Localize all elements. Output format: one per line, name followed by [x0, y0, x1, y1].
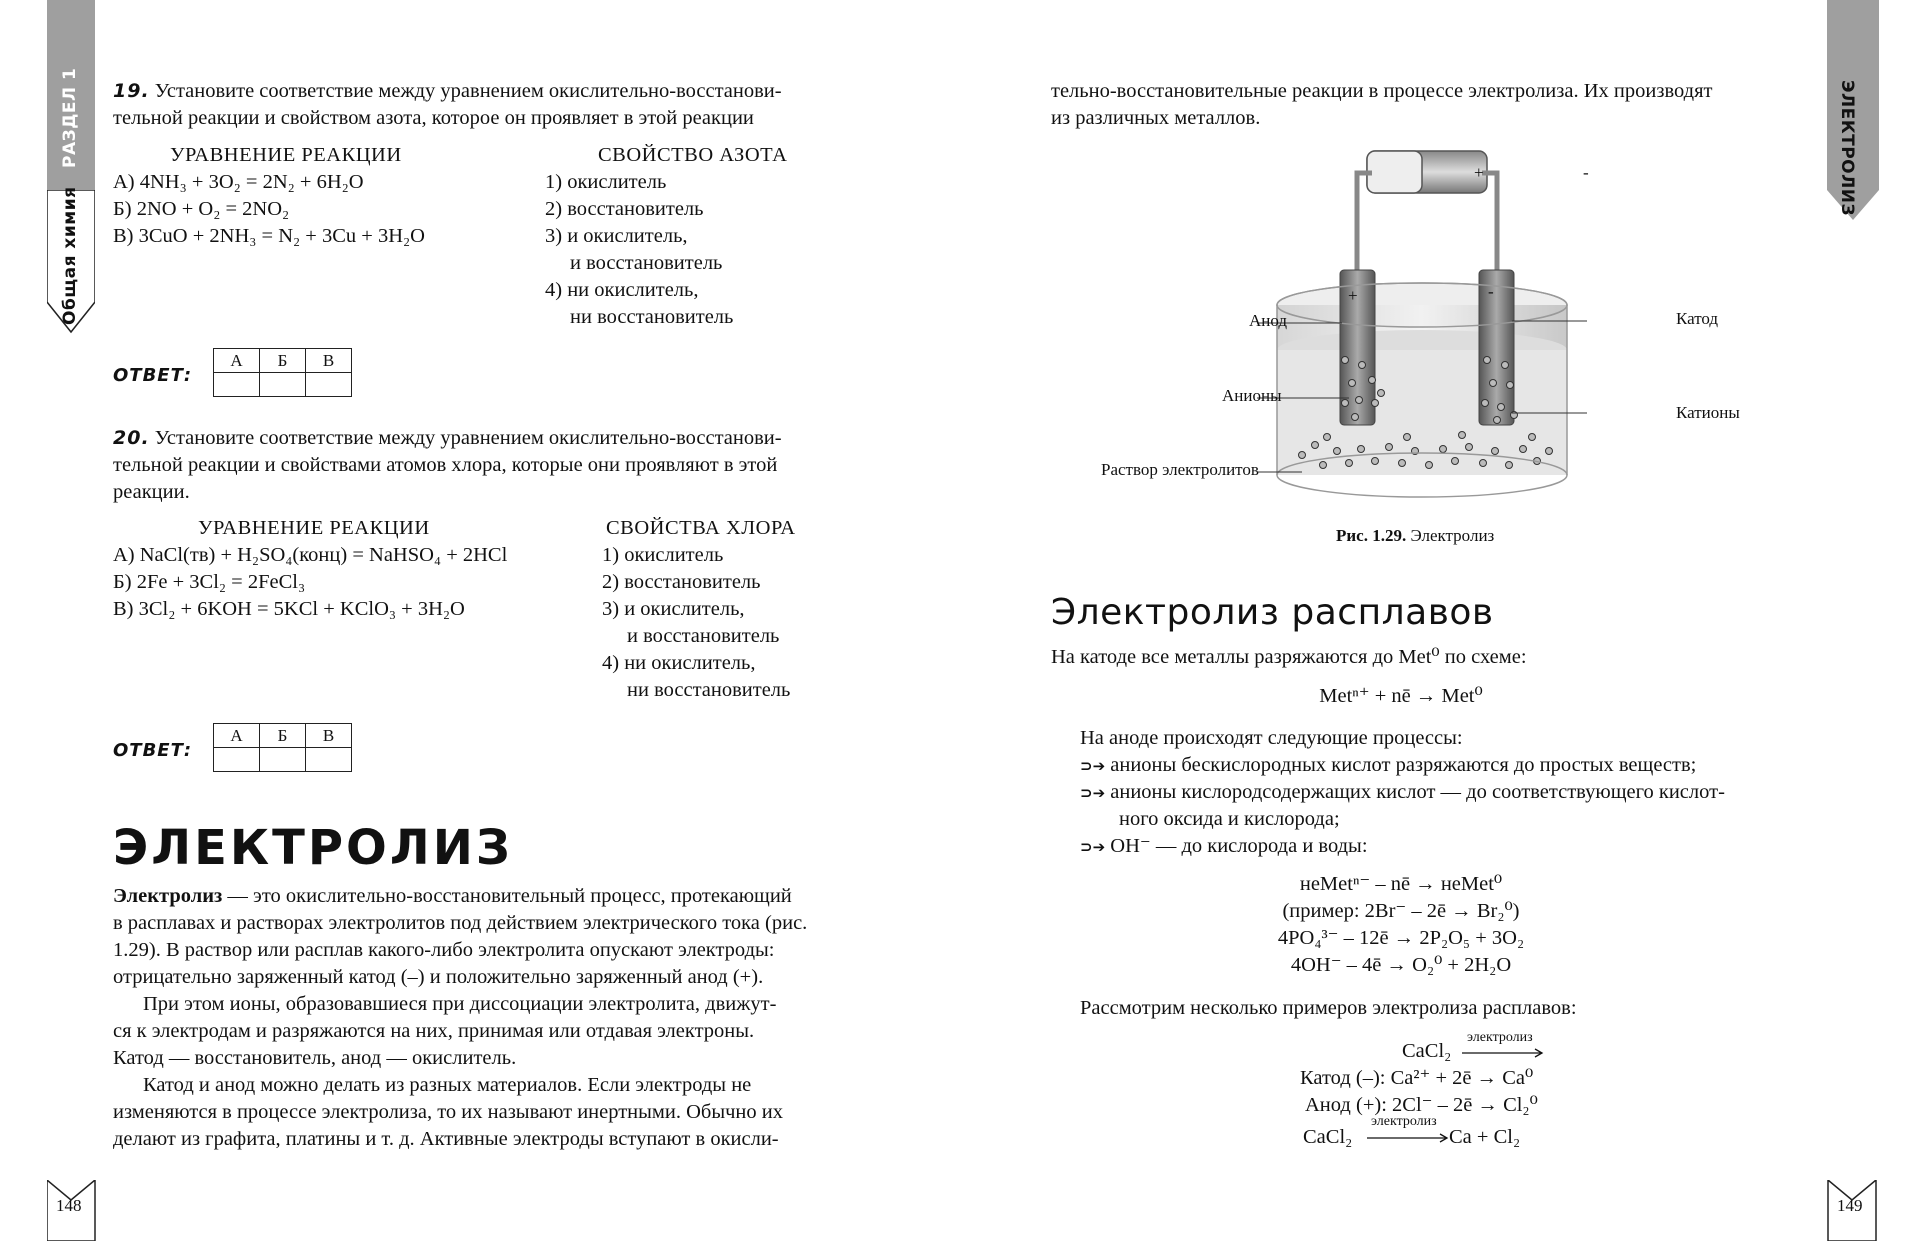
bullet-arrow-icon: ⊃➔ — [1080, 784, 1106, 802]
q20-option-3a: 3) и окислитель, — [602, 598, 745, 620]
q19-equation-b: Б) 2NO + O₂ = 2NO₂ — [113, 198, 290, 220]
battery-minus: - — [1583, 163, 1589, 182]
body-p2-line2: ся к электродам и разряжаются на них, принимая или отдавая электроны. — [113, 1020, 755, 1042]
anode-eq-4: 4OH⁻ – 4ē → O₂⁰ + 2H₂O — [1290, 954, 1512, 976]
q19-answer-col-c: В — [306, 349, 352, 373]
label-anions: Анионы — [1222, 386, 1282, 405]
q19-col-left-header: УРАВНЕНИЕ РЕАКЦИИ — [170, 144, 402, 166]
q20-answer-col-b: Б — [260, 724, 306, 748]
q19-answer-col-b: Б — [260, 349, 306, 373]
bullet-2-line2: ного оксида и кислорода; — [1119, 808, 1340, 830]
label-anode: Анод — [1249, 311, 1288, 330]
q19-option-3a: 3) и окислитель, — [545, 225, 688, 247]
q20-answer-col-c: В — [306, 724, 352, 748]
figure-caption: Рис. 1.29. Электролиз — [1336, 526, 1495, 545]
subheading: Электролиз расплавов — [1051, 592, 1494, 633]
q19-answer-cell-c[interactable] — [306, 373, 352, 397]
q19-option-1: 1) окислитель — [545, 171, 667, 193]
q19-prompt-line2: тельной реакции и свойством азота, которое он проявляет в этой реакции — [113, 107, 754, 129]
q20-equation-b: Б) 2Fe + 3Cl₂ = 2FeCl₃ — [113, 571, 306, 593]
example-line2: Катод (–): Ca²⁺ + 2ē → Ca⁰ — [1300, 1067, 1534, 1089]
q20-option-2: 2) восстановитель — [602, 571, 761, 593]
battery-plus: + — [1474, 163, 1484, 182]
anode-eq-3: 4PO₄³⁻ – 12ē → 2P₂O₅ + 3O₂ — [1277, 927, 1525, 949]
anode-eq-2: (пример: 2Br⁻ – 2ē → Br₂⁰) — [1282, 900, 1520, 922]
example-line4-left: CaCl₂ — [1303, 1126, 1353, 1148]
bullet-1: ⊃➔ анионы бескислородных кислот разряжаются до простых веществ; — [1080, 754, 1697, 776]
page-number-left: 148 — [56, 1196, 82, 1215]
q20-equation-a: А) NaCl(тв) + H₂SO₄(конц) = NaHSO₄ + 2HCl — [113, 544, 508, 566]
q20-answer-label: ОТВЕТ: — [113, 740, 193, 761]
example-line4-right: Ca + Cl₂ — [1449, 1126, 1521, 1148]
q19-answer-col-a: А — [214, 349, 260, 373]
q20-equation-c: В) 3Cl₂ + 6KOH = 5KCl + KClO₃ + 3H₂O — [113, 598, 465, 620]
q20-col-right-header: СВОЙСТВА ХЛОРА — [606, 517, 796, 539]
q20-option-3b: и восстановитель — [627, 625, 780, 647]
arrow-label-2: электролиз — [1371, 1114, 1437, 1129]
examples-intro: Рассмотрим несколько примеров электролиза расплавов: — [1080, 997, 1577, 1019]
body-p3-line1: Катод и анод можно делать из разных материалов. Если электроды не — [143, 1074, 752, 1096]
page-number-right: 149 — [1837, 1196, 1863, 1215]
q19-option-4a: 4) ни окислитель, — [545, 279, 699, 301]
q20-answer-table — [213, 723, 352, 772]
continuation-line2: из различных металлов. — [1051, 107, 1261, 129]
q20-option-1: 1) окислитель — [602, 544, 724, 566]
q19-col-right-header: СВОЙСТВО АЗОТА — [598, 144, 788, 166]
section-label-right: ЭЛЕКТРОЛИЗ — [1837, 80, 1857, 217]
reaction-arrow-1 — [1462, 1047, 1547, 1059]
body-p2-line1: При этом ионы, образовавшиеся при диссоциации электролита, движут- — [143, 993, 777, 1015]
section-label: РАЗДЕЛ 1 — [60, 67, 80, 168]
q19-answer-label: ОТВЕТ: — [113, 365, 193, 386]
arrow-label-1: электролиз — [1467, 1030, 1533, 1045]
section-heading: ЭЛЕКТРОЛИЗ — [113, 820, 513, 876]
q19-answer-cell-a[interactable] — [214, 373, 260, 397]
cathode-line: На катоде все металлы разряжаются до Met⁰ по схеме: — [1051, 646, 1527, 668]
q19-option-4b: ни восстановитель — [570, 306, 734, 328]
scheme-line: Metⁿ⁺ + nē → Met⁰ — [1319, 685, 1483, 707]
body-p3-line2: изменяются в процессе электролиза, то их называют инертными. Обычно их — [113, 1101, 784, 1123]
q19-option-3b: и восстановитель — [570, 252, 723, 274]
q19-equation-c: В) 3CuO + 2NH₃ = N₂ + 3Cu + 3H₂O — [113, 225, 425, 247]
anode-eq-1: неMetⁿ⁻ – nē → неMet⁰ — [1299, 873, 1503, 895]
q20-answer-col-a: А — [214, 724, 260, 748]
body-p1-line1: Электролиз — это окислительно-восстановительный процесс, протекающий — [113, 885, 792, 907]
label-solution: Раствор электролитов — [1101, 460, 1259, 479]
q20-answer-cell-b[interactable] — [260, 748, 306, 772]
reaction-arrow-2 — [1367, 1132, 1452, 1144]
q20-option-4a: 4) ни окислитель, — [602, 652, 756, 674]
q20-prompt-line2: тельной реакции и свойствами атомов хлора, которые они проявляют в этой — [113, 454, 778, 476]
q19-equation-a: А) 4NH₃ + 3O₂ = 2N₂ + 6H₂O — [113, 171, 364, 193]
q20-prompt-line1: 20. Установите соответствие между уравнением окислительно-восстанови- — [113, 427, 782, 449]
q20-col-left-header: УРАВНЕНИЕ РЕАКЦИИ — [198, 517, 430, 539]
body-p1-line4: отрицательно заряженный катод (–) и положительно заряженный анод (+). — [113, 966, 764, 988]
bullet-arrow-icon: ⊃➔ — [1080, 838, 1106, 856]
body-p1-line3: 1.29). В раствор или расплав какого-либо электролита опускают электроды: — [113, 939, 775, 961]
example-line3: Анод (+): 2Cl⁻ – 2ē → Cl₂⁰ — [1305, 1094, 1538, 1116]
q19-answer-table — [213, 348, 352, 397]
body-p3-line3: делают из графита, платины и т. д. Активные электроды вступают в окисли- — [113, 1128, 779, 1150]
label-cations: Катионы — [1676, 403, 1740, 422]
cathode-minus: - — [1488, 282, 1494, 301]
body-p1-line2: в расплавах и растворах электролитов под действием электрического тока (рис. — [113, 912, 808, 934]
anode-intro: На аноде происходят следующие процессы: — [1080, 727, 1463, 749]
q19-answer-cell-b[interactable] — [260, 373, 306, 397]
q20-answer-cell-a[interactable] — [214, 748, 260, 772]
bullet-3: ⊃➔ OH⁻ — до кислорода и воды: — [1080, 835, 1368, 857]
q20-option-4b: ни восстановитель — [627, 679, 791, 701]
q20-prompt-line3: реакции. — [113, 481, 190, 503]
electrolysis-diagram — [1257, 145, 1587, 515]
continuation-line1: тельно-восстановительные реакции в процессе электролиза. Их производят — [1051, 80, 1713, 102]
bullet-arrow-icon: ⊃➔ — [1080, 757, 1106, 775]
anode-plus: + — [1348, 286, 1358, 305]
label-cathode: Катод — [1676, 309, 1719, 328]
body-p2-line3: Катод — восстановитель, анод — окислитель. — [113, 1047, 517, 1069]
q19-option-2: 2) восстановитель — [545, 198, 704, 220]
q20-answer-cell-c[interactable] — [306, 748, 352, 772]
right-page — [957, 0, 1914, 1241]
bullet-2: ⊃➔ анионы кислородсодержащих кислот — до соответствующего кислот- — [1080, 781, 1725, 803]
q19-prompt-line1: 19. Установите соответствие между уравнением окислительно-восстанови- — [113, 80, 782, 102]
subject-label: Общая химия — [60, 186, 80, 325]
example-line1: CaCl₂ — [1402, 1040, 1452, 1062]
